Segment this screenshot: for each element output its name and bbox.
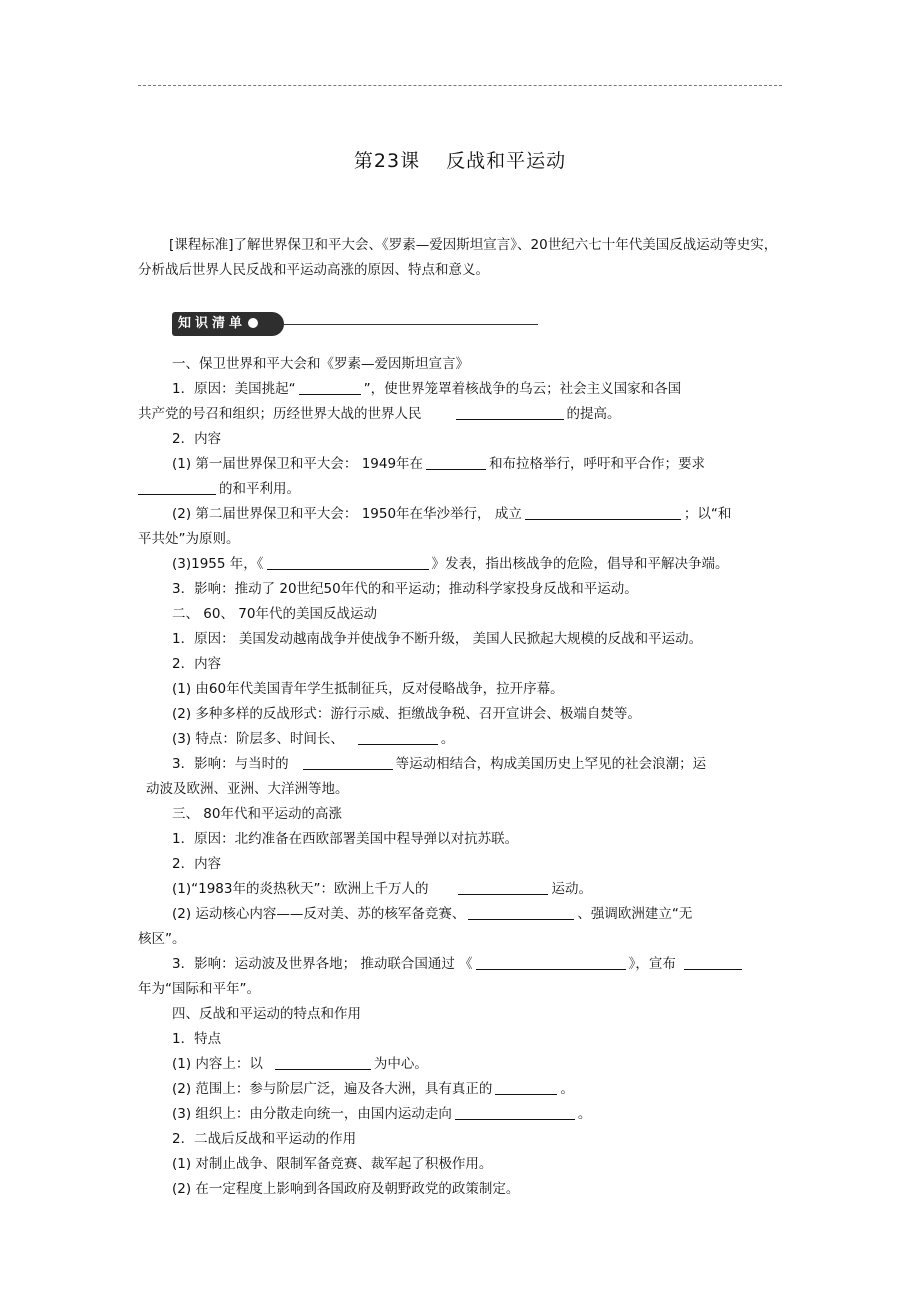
item-line: (3) 组织上：由分散走向统一，由国内运动走向 。 [172, 1106, 592, 1122]
item-line: 2．内容 [172, 656, 222, 672]
course-standard: [课程标准]了解世界保卫和平大会、《罗素—爱因斯坦宣言》、20世纪六七十年代美国反战运动等史实，分析战后世界人民反战和平运动高涨的原因、特点和意义。 [138, 237, 778, 278]
item-line: (2) 在一定程度上影响到各国政府及朝野政党的政策制定。 [172, 1181, 520, 1197]
item-line: (3) 特点：阶层多、时间长、 。 [172, 731, 455, 747]
fill-blank[interactable] [684, 954, 742, 970]
item-line: 1．原因：美国挑起“ ”，使世界笼罩着核战争的乌云；社会主义国家和各国 [172, 381, 682, 397]
item-line: (2) 多种多样的反战形式：游行示威、拒缴战争税、召开宣讲会、极端自焚等。 [172, 706, 641, 722]
heading-1: 一、保卫世界和平大会和《罗素—爱因斯坦宣言》 [172, 356, 469, 372]
fill-blank[interactable] [456, 404, 564, 420]
fill-blank[interactable] [455, 1104, 575, 1120]
item-line: (1)“1983年的炎热秋天”：欧洲上千万人的 运动。 [172, 881, 592, 897]
item-line: 核区”。 [138, 931, 186, 947]
heading-2: 二、 60、 70年代的美国反战运动 [172, 606, 377, 622]
item-line: 1．原因： 美国发动越南战争并使战争不断升级， 美国人民掀起大规模的反战和平运动。 [172, 631, 703, 647]
item-line: 1．特点 [172, 1031, 222, 1047]
fill-blank[interactable] [358, 729, 438, 745]
page-title [0, 146, 920, 173]
fill-blank[interactable] [476, 954, 626, 970]
item-line: (3)1955 年，《 》发表，指出核战争的危险，倡导和平解决争端。 [172, 556, 729, 572]
item-line: (1) 内容上：以 为中心。 [172, 1056, 428, 1072]
item-line: 动波及欧洲、亚洲、大洋洲等地。 [146, 781, 349, 797]
header-rule [138, 85, 782, 86]
fill-blank[interactable] [267, 554, 429, 570]
item-line: 年为“国际和平年”。 [138, 981, 260, 997]
fill-blank[interactable] [525, 504, 681, 520]
item-line: 3．影响：推动了 20世纪50年代的和平运动；推动科学家投身反战和平运动。 [172, 581, 638, 597]
fill-blank[interactable] [275, 1054, 371, 1070]
fill-blank[interactable] [299, 379, 361, 395]
item-line: 平共处”为原则。 [138, 531, 240, 547]
item-line: (1) 对制止战争、限制军备竞赛、裁军起了积极作用。 [172, 1156, 493, 1172]
item-line: 2．内容 [172, 856, 222, 872]
fill-blank[interactable] [458, 879, 548, 895]
section-tag-rule [284, 324, 538, 325]
lesson-topic: 反战和平运动 [446, 150, 567, 172]
item-line: 1．原因：北约准备在西欧部署美国中程导弹以对抗苏联。 [172, 831, 519, 847]
item-line: (1) 第一届世界保卫和平大会： 1949年在 和布拉格举行，呼吁和平合作；要求 [172, 456, 706, 472]
item-line: (2) 范围上：参与阶层广泛，遍及各大洲，具有真正的 。 [172, 1081, 574, 1097]
item-line: 2．内容 [172, 431, 222, 447]
section-tag [172, 312, 284, 336]
fill-blank[interactable] [426, 454, 486, 470]
knowledge-list [138, 352, 778, 1202]
item-line: 2．二战后反战和平运动的作用 [172, 1131, 357, 1147]
item-line: (1) 由60年代美国青年学生抵制征兵，反对侵略战争，拉开序幕。 [172, 681, 564, 697]
item-line: (2) 第二届世界保卫和平大会： 1950年在华沙举行， 成立 ；以“和 [172, 506, 732, 522]
item-line: (2) 运动核心内容——反对美、苏的核军备竞赛、 、强调欧洲建立“无 [172, 906, 693, 922]
item-line: 3．影响：运动波及世界各地； 推动联合国通过 《 》，宣布 [138, 952, 778, 977]
heading-3: 三、 80年代和平运动的高涨 [172, 806, 342, 822]
item-line: 3．影响：与当时的 等运动相结合，构成美国历史上罕见的社会浪潮；运 [172, 756, 707, 772]
item-line: 的和平利用。 [138, 477, 778, 502]
fill-blank[interactable] [303, 754, 393, 770]
bullet-dot-icon [248, 318, 258, 328]
item-line: 共产党的号召和组织；历经世界大战的世界人民 的提高。 [138, 406, 621, 422]
fill-blank[interactable] [138, 479, 216, 495]
lesson-number: 第23课 [353, 150, 421, 172]
heading-4: 四、反战和平运动的特点和作用 [172, 1006, 361, 1022]
section-tag-label: 知识清单 [178, 316, 247, 331]
fill-blank[interactable] [495, 1079, 557, 1095]
fill-blank[interactable] [468, 904, 574, 920]
